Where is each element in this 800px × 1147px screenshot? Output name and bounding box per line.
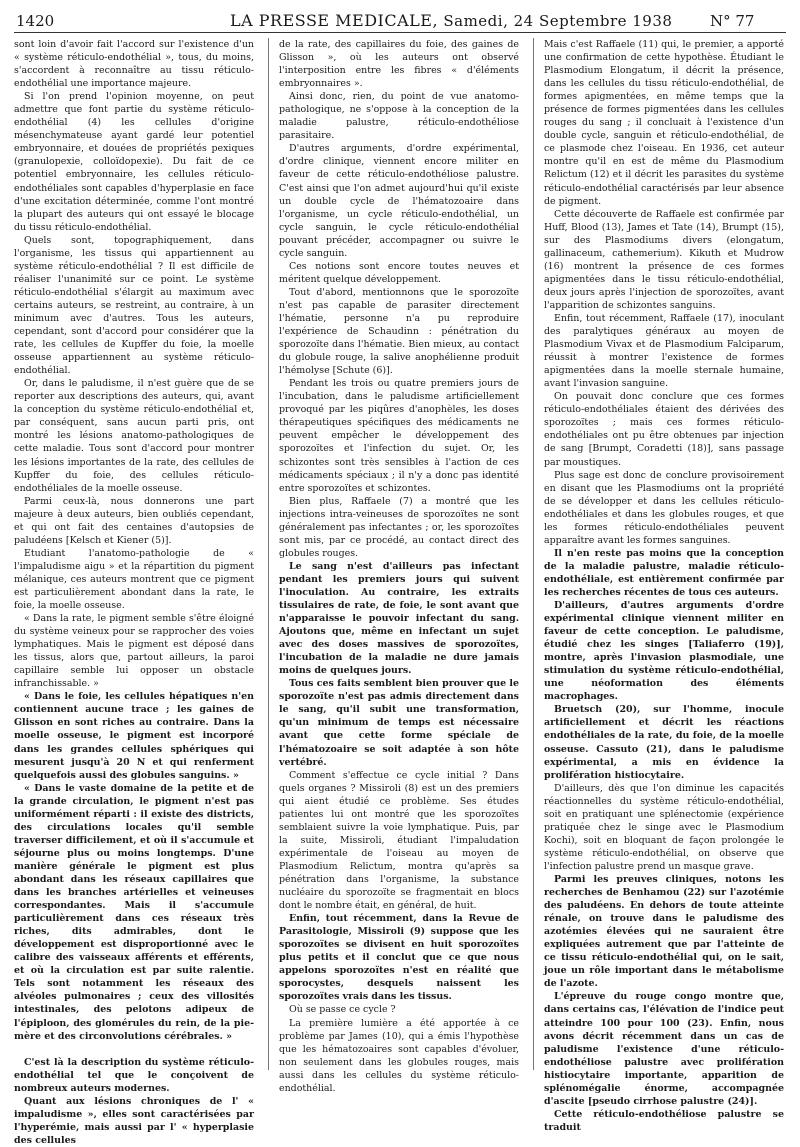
paragraph: Enfin, tout récemment, dans la Revue de Parasitologie, Missiroli (9) suppose que les sporozoïtes se divisent en huit sporozoïtes plus petits et il conclut que ce que nous appelons sporozoïtes n'est en réalité que sporocystes, desquels naissent les sporozoïtes vrais dans les tissus. xyxy=(279,913,519,1003)
column-divider xyxy=(533,38,534,1070)
paragraph: Quant aux lésions chroniques de l' « impaludisme », elles sont caractérisées par l'hyperémie, mais aussi par l' « hyperplasie des cellules xyxy=(14,1095,254,1146)
paragraph: On pouvait donc conclure que ces formes réticulo-endothéliales étaient des dérivées des sporozoïtes ; mais ces formes réticulo-endothéliales ont pu être obtenues par injection de sang [Brumpt, Coradetti (18)], sans passage par moustiques. xyxy=(544,391,784,468)
paragraph: Si l'on prend l'opinion moyenne, on peut admettre que font partie du système réticulo-endothélial (4) les cellules d'origine mésenchymateuse ayant gardé leur potentiel embryonnaire, et douées de propriétés pexiques (granulopexie, colloïdopexie). Du fait de ce potentiel embryonnaire, les cellules réticulo-endothéliales sont capables d'hyperplasie en face d'une excitation déterminée, comme l'ont montré la plupart des auteurs qui ont essayé le blocage du tissu réticulo-endothélial. xyxy=(14,91,254,233)
column-2 xyxy=(279,38,519,1095)
paragraph: Ces notions sont encore toutes neuves et méritent quelque développement. xyxy=(279,260,519,285)
paragraph: Enfin, tout récemment, Raffaele (17), inoculant des paralytiques généraux au moyen de Plasmodium Vivax et de Plasmodium Falciparum, réussit à montrer l'existence de formes apigmentées dans la moelle sternale humaine, avant l'invasion sanguine. xyxy=(544,312,784,390)
page-number: 1420 xyxy=(16,12,55,30)
issue-date: Samedi, 24 Septembre 1938 xyxy=(443,12,673,30)
quotation: « Dans le foie, les cellules hépatiques n'en contiennent aucune trace ; les gaines de Glisson en sont riches au contraire. Dans la moelle osseuse, le pigment est incorporé dans les grandes cellules sphériques qui mesurent jusqu'à 20 N et qui renferment quelquefois aussi des globules sanguins. » xyxy=(14,691,254,781)
paragraph: D'autres arguments, d'ordre expérimental, d'ordre clinique, viennent encore militer en faveur de cette réticulo-endothéliose palustre. C'est ainsi que l'on admet aujourd'hui qu'il existe un double cycle de l'hématozoaire dans l'organisme, un cycle réticulo-endothélial, un cycle sanguin, le cycle réticulo-endothélial pouvant précéder, accompagner ou suivre le cycle sanguin. xyxy=(279,143,519,259)
quotation: « Dans la rate, le pigment semble s'être éloigné du système veineux pour se rapprocher des voies lymphatiques. Mais le pigment est déposé dans les tissus, alors que, partout ailleurs, la paroi capillaire semble lui opposer un obstacle infranchissable. » xyxy=(14,613,254,690)
paragraph: Parmi les preuves cliniques, notons les recherches de Benhamou (22) sur l'azotémie des paludéens. En dehors de toute atteinte rénale, on trouve dans le paludisme des azotémies élevées qui ne sauraient être expliquées autrement que par l'atteinte de ce tissu réticulo-endothélial qui, on le sait, joue un rôle important dans le métabolisme de l'azote. xyxy=(544,874,784,990)
paragraph: Tout d'abord, mentionnons que le sporozoïte n'est pas capable de parasiter directement l'hématie, personne n'a pu reproduire l'expérience de Schaudinn : pénétration du sporozoïte dans l'hématie. Bien mieux, au contact du globule rouge, la salive anophélienne produit l'hémolyse [Schute (6)]. xyxy=(279,286,519,377)
issue-number: N° 77 xyxy=(710,12,755,30)
paragraph: C'est là la description du système réticulo-endothélial tel que le conçoivent de nombreux auteurs modernes. xyxy=(14,1056,254,1094)
column-1 xyxy=(14,38,254,1147)
quotation: « Dans le vaste domaine de la petite et de la grande circulation, le pigment n'est pas uniformément réparti : il existe des districts, des circulations locales qu'il semble traverser difficilement, et où il s'accumule et séjourne plus ou moins longtemps. D'une manière générale le pigment est plus abondant dans les réseaux capillaires que dans les branches artérielles et veineuses correspondantes. Mais il s'accumule particulièrement dans ces réseaux très riches, dits admirables, dont le développement est disproportionné avec le calibre des vaisseaux afférents et efférents, et où la circulation est par suite ralentie. Tels sont notamment les réseaux des alvéoles pulmonaires ; ceux des villosités intestinales, des pelotons adipeux de l'épiploon, des glomérules du rein, de la pie-mère et des circonvolutions cérébrales. » xyxy=(14,782,254,1042)
header-rule xyxy=(14,32,786,33)
paragraph: Bien plus, Raffaele (7) a montré que les injections intra-veineuses de sporozoïtes ne sont généralement pas infectantes ; or, les sporozoïtes sont mis, par ce procédé, au contact direct des globules rouges. xyxy=(279,495,519,559)
paragraph: La première lumière a été apportée à ce problème par James (10), qui a émis l'hypothèse que les hématozoaires sont capables d'évoluer, non seulement dans les globules rouges, mais aussi dans les cellules du système réticulo-endothélial. xyxy=(279,1017,519,1094)
paragraph: D'ailleurs, d'autres arguments d'ordre expérimental clinique viennent militer en faveur de cette conception. Le paludisme, étudié chez les singes [Taliaferro (19)], montre, après l'invasion plasmodiale, une stimulation du système réticulo-endothélial, une néoformation des éléments macrophages. xyxy=(544,600,784,703)
paragraph: Bruetsch (20), sur l'homme, inocule artificiellement et décrit les réactions endothéliales de la rate, du foie, de la moelle osseuse. Cassuto (21), dans le paludisme expérimental, a mis en évidence la prolifération histiocytaire. xyxy=(544,704,784,781)
paragraph: de la rate, des capillaires du foie, des gaines de Glisson », où les auteurs ont observé l'interposition entre les fibres « d'éléments embryonnaires ». xyxy=(279,39,519,90)
paragraph: Le sang n'est d'ailleurs pas infectant pendant les premiers jours qui suivent l'inoculation. Au contraire, les extraits tissulaires de rate, de foie, le sont avant que n'apparaisse le pouvoir infectant du sang. Ajoutons que, même en infectant un sujet avec des doses massives de sporozoïtes, l'incubation de la maladie ne dure jamais moins de quelques jours. xyxy=(279,560,519,677)
paragraph: Il n'en reste pas moins que la conception de la maladie palustre, maladie réticulo-endothéliale, est entièrement confirmée par les recherches récentes de tous ces auteurs. xyxy=(544,547,784,598)
paragraph: Or, dans le paludisme, il n'est guère que de se reporter aux descriptions des auteurs, qui, avant la conception du système réticulo-endothélial et, par conséquent, sans aucun parti pris, ont montré les lésions anatomo-pathologiques de cette maladie. Tous sont d'accord pour montrer les lésions importantes de la rate, des cellules de Kupffer du foie, des cellules réticulo-endothéliales de la moelle osseuse. xyxy=(14,378,254,494)
journal-masthead xyxy=(230,11,672,30)
paragraph: Parmi ceux-là, nous donnerons une part majeure à deux auteurs, bien oubliés cependant, et qui ont fait des centaines d'autopsies de paludéens [Kelsch et Kiener (5)]. xyxy=(14,495,254,546)
paragraph: Mais c'est Raffaele (11) qui, le premier, a apporté une confirmation de cette hypothèse. Étudiant le Plasmodium Elongatum, il décrit la présence, dans les cellules du tissu réticulo-endothélial, de formes apigmentées, en même temps que la présence de formes pigmentées dans les cellules rouges du sang ; il concluait à l'existence d'un double cycle, sanguin et réticulo-endothélial, de ce plasmode chez l'oiseau. En 1936, cet auteur montre qu'il en est de même du Plasmodium Relictum (12) et il décrit les parasites du système réticulo-endothélial caractérisés par leur absence de pigment. xyxy=(544,39,784,207)
paragraph: Etudiant l'anatomo-pathologie de « l'impaludisme aigu » et la répartition du pigment mélanique, ces auteurs montrent que ce pigment est particulièrement abondant dans la rate, le foie, la moelle osseuse. xyxy=(14,547,254,612)
column-divider xyxy=(268,38,269,1070)
paragraph: Ainsi donc, rien, du point de vue anatomo-pathologique, ne s'oppose à la conception de la maladie palustre, réticulo-endothéliose parasitaire. xyxy=(279,91,519,142)
paragraph: D'ailleurs, dès que l'on diminue les capacités réactionnelles du système réticulo-endothélial, soit en pratiquant une splénectomie (expérience pratiquée chez le singe avec le Plasmodium Kochi), soit en bloquant de façon prolongée le système réticulo-endothélial, on observe que l'infection palustre prend un masque grave. xyxy=(544,782,784,872)
paragraph: Cette réticulo-endothéliose palustre se traduit xyxy=(544,1108,784,1133)
paragraph: Cette découverte de Raffaele est confirmée par Huff, Blood (13), James et Tate (14), Brumpt (15), sur des Plasmodiums divers (elongatum, gallinaceum, cathemerium). Kikuth et Mudrow (16) montrent la présence de ces formes apigmentées dans le tissu réticulo-endothélial, deux jours après l'injection de sporozoïtes, avant l'apparition de schizontes sanguins. xyxy=(544,208,784,311)
column-3 xyxy=(544,38,784,1134)
paragraph: Tous ces faits semblent bien prouver que le sporozoïte n'est pas admis directement dans le sang, qu'il subit une transformation, qu'un minimum de temps est nécessaire avant que cette forme spéciale de l'hématozoaire se soit adaptée à son hôte vertébré. xyxy=(279,678,519,768)
paragraph: Où se passe ce cycle ? xyxy=(289,1004,396,1016)
paragraph: Comment s'effectue ce cycle initial ? Dans quels organes ? Missiroli (8) est un des premiers qui aient étudié ce problème. Ses études patientes lui ont montré que les sporozoïtes semblaient suivre la voie lymphatique. Puis, par la suite, Missiroli, étudiant l'impaludation expérimentale de l'oiseau au moyen de Plasmodium Relictum, montra qu'après sa pénétration dans l'organisme, la substance nucléaire du sporozoïte se fragmentait en blocs dont le nombre était, en général, de huit. xyxy=(279,769,519,912)
paragraph: Pendant les trois ou quatre premiers jours de l'incubation, dans le paludisme artificiellement provoqué par les piqûres d'anophèles, les doses thérapeutiques spécifiques des médicaments ne peuvent empêcher le développement des sporozoïtes et l'infection du sujet. Or, les schizontes sont très sensibles à l'action de ces médicaments spéciaux ; il n'y a donc pas identité entre sporozoïtes et schizontes. xyxy=(279,378,519,494)
running-header xyxy=(0,0,800,34)
spacer xyxy=(14,1043,254,1056)
journal-title: LA PRESSE MEDICALE, xyxy=(230,11,439,30)
paragraph: Quels sont, topographiquement, dans l'organisme, les tissus qui appartiennent au système réticulo-endothélial ? Il est difficile de réaliser l'unanimité sur ce point. Le système réticulo-endothélial s'élargit au maximum avec certains auteurs, se restreint, au contraire, à un minimum avec d'autres. Tous les auteurs, cependant, sont d'accord pour considérer que la rate, les cellules de Kupffer du foie, la moelle osseuse appartiennent au système réticulo-endothélial. xyxy=(14,234,254,377)
paragraph: sont loin d'avoir fait l'accord sur l'existence d'un « système réticulo-endothélial », tous, du moins, s'accordent à reconnaître au tissu réticulo-endothélial une importance majeure. xyxy=(14,39,254,90)
paragraph: Plus sage est donc de conclure provisoirement en disant que les Plasmodiums ont la propriété de se développer et dans les cellules réticulo-endothéliales et dans les globules rouges, et que les formes réticulo-endothéliales peuvent apparaître avant les formes sanguines. xyxy=(544,469,784,546)
paragraph: L'épreuve du rouge congo montre que, dans certains cas, l'élévation de l'indice peut atteindre 100 pour 100 (23). Enfin, nous avons décrit récemment dans un cas de paludisme l'existence d'une réticulo-endothéliose palustre avec prolifération histiocytaire importante, apparition de splénomégalie énorme, accompagnée d'ascite [pseudo cirrhose palustre (24)]. xyxy=(544,991,784,1107)
